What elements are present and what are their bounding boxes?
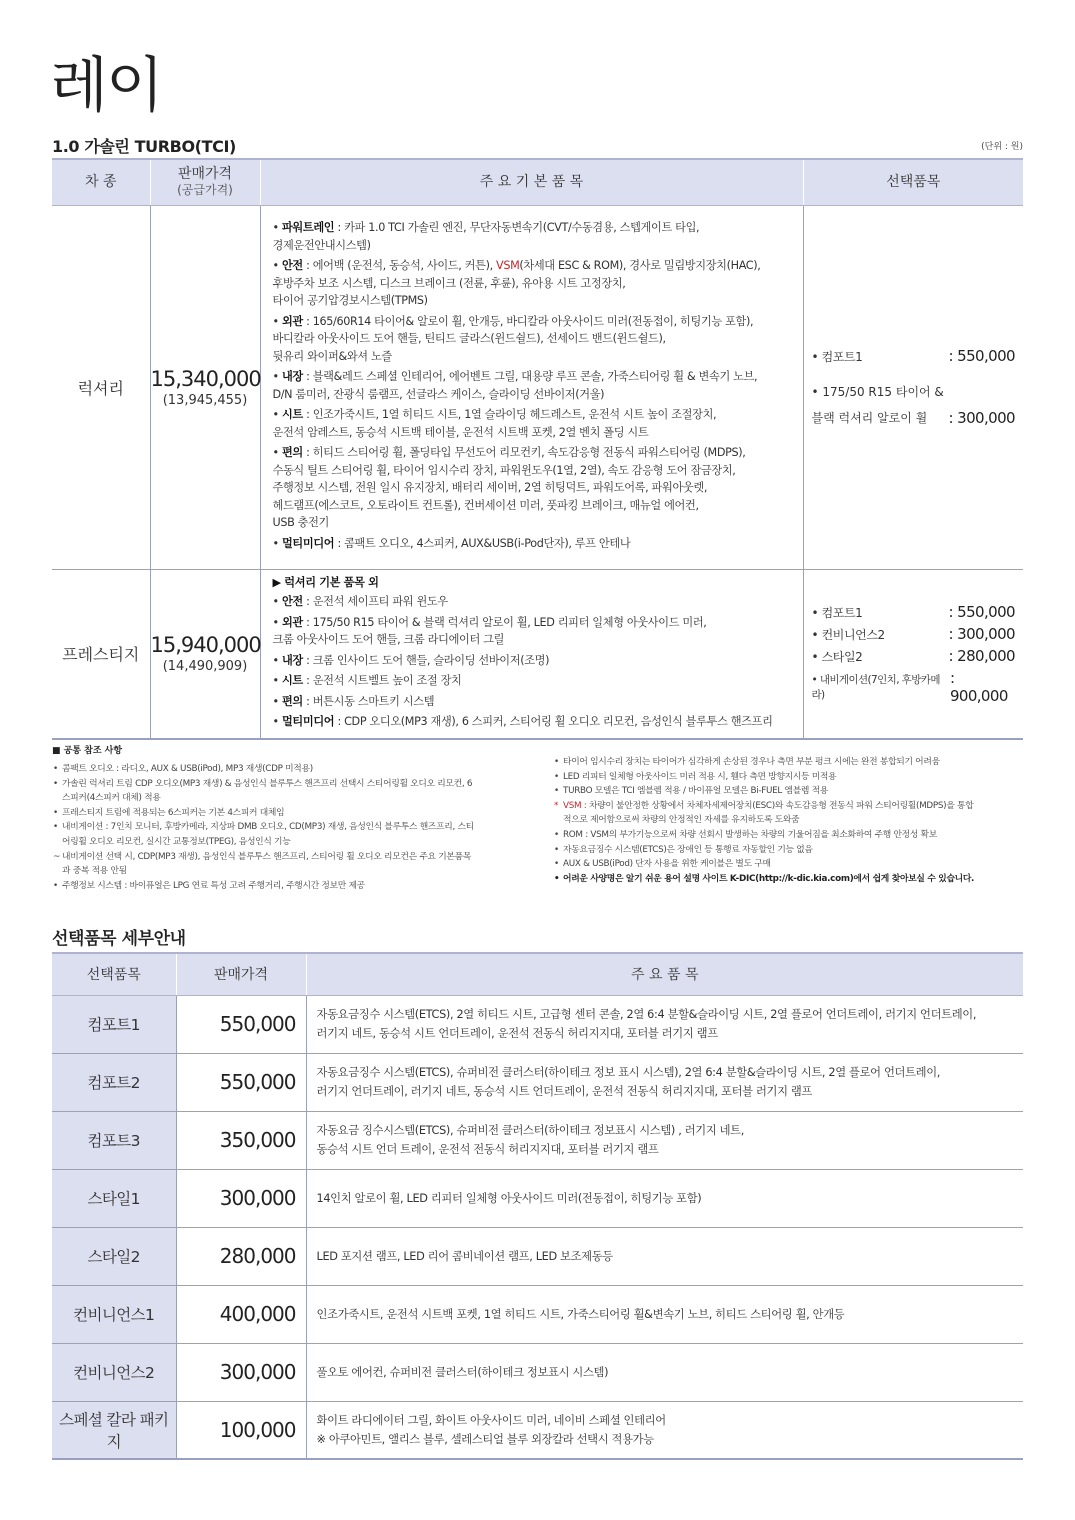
option-name: 컴포트2 bbox=[52, 1053, 176, 1111]
feature-label: 시트 bbox=[281, 674, 303, 688]
page-title: 레이 bbox=[50, 51, 162, 121]
feature-label: 편의 bbox=[281, 446, 303, 459]
option-section-title: 선택품목 세부안내 bbox=[52, 929, 186, 949]
option-items: 14인치 알로이 휠, LED 리피터 일체형 아웃사이드 미러(전동접이, 히팅기능 포함) bbox=[306, 1169, 1023, 1227]
option-price: 280,000 bbox=[176, 1227, 306, 1285]
feature-list bbox=[260, 569, 803, 739]
feature-label: 편의 bbox=[281, 694, 303, 708]
trim-row-luxury bbox=[52, 205, 1023, 569]
feature-label: 외관 bbox=[281, 314, 303, 328]
feature-text: : 크롬 인사이드 도어 핸들, 슬라이딩 선바이저(조명) bbox=[302, 653, 550, 667]
option-name: • 컨비니언스2 bbox=[811, 627, 885, 642]
feature-item: • 안전 : 운전석 세이프티 파워 윈도우 bbox=[272, 595, 448, 609]
note-item bbox=[52, 777, 532, 806]
header-price bbox=[150, 159, 260, 205]
note-item bbox=[52, 879, 532, 894]
feature-text: : 에어백 (운전석, 동승석, 사이드, 커튼), bbox=[302, 259, 497, 272]
option-price: : 550,000 bbox=[948, 602, 1015, 621]
option-list bbox=[803, 569, 1023, 739]
option-items: 자동요금징수 시스템(ETCS), 슈퍼비전 클러스터(하이테크 정보 표시 시스템), 2열 6:4 분할&슬라이딩 시트, 2열 플로어 언더트레이, 러기지 언더트레이, 러기지 네트, 동승석 시트 언더트레이, 운전석 전동식 허리지지대, 포터블 러기지 램프 bbox=[306, 1053, 1023, 1111]
feature-item: • 외관 : 175/50 R15 타이어 & 블랙 럭셔리 알로이 휠, LED 리피터 일체형 아웃사이드 미러, 크롬 아웃사이드 도어 핸들, 크롬 라디에이터 그릴 bbox=[272, 615, 707, 647]
option-name: • 스타일2 bbox=[811, 649, 863, 664]
note-text: 내비게이션 선택 시, CDP(MP3 재생), 음성인식 블루투스 핸즈프리, 스티어링 휠 오디오 리모컨은 주요 기본품목 과 중복 적용 안됨 bbox=[62, 851, 472, 877]
feature-head: ▶ 럭셔리 기본 품목 외 bbox=[272, 575, 379, 589]
option-item bbox=[812, 603, 1016, 621]
option-name: 스타일2 bbox=[52, 1227, 176, 1285]
option-row bbox=[52, 1401, 1023, 1459]
header-price-label: 판매가격 bbox=[177, 166, 233, 183]
option-price: : 280,000 bbox=[948, 646, 1015, 665]
feature-item: • 멀티미디어 : 콤팩트 오디오, 4스피커, AUX&USB(i-Pod단자), 루프 안테나 bbox=[272, 536, 631, 550]
note-item bbox=[553, 799, 1028, 828]
trim-price: 15,940,000 bbox=[150, 633, 261, 658]
feature-label: 내장 bbox=[281, 370, 303, 383]
trim-supply-price: (13,945,455) bbox=[162, 392, 248, 408]
option-items: 인조가죽시트, 운전석 시트백 포켓, 1열 히티드 시트, 가죽스티어링 휠&변속기 노브, 히티드 스티어링 휠, 안개등 bbox=[306, 1285, 1023, 1343]
trim-price: 15,340,000 bbox=[150, 366, 261, 391]
feature-item: • 멀티미디어 : CDP 오디오(MP3 재생), 6 스피커, 스티어링 휠 오디오 리모컨, 음성인식 블루투스 핸즈프리 bbox=[272, 715, 773, 729]
option-detail-table bbox=[52, 952, 1023, 1460]
feature-item: • 내장 : 크롬 인사이드 도어 핸들, 슬라이딩 선바이저(조명) bbox=[272, 653, 550, 667]
feature-item: • 외관 : 165/60R14 타이어& 알로이 휠, 안개등, 바디칼라 아웃사이드 미러(전동접이, 히팅기능 포함), 바디칼라 아웃사이드 도어 핸들, 틴티드 글라스(윈드쉴드), 선세이드 밴드(윈드쉴드), 뒷유리 와이퍼&와셔 노즐 bbox=[272, 314, 754, 363]
option-item bbox=[812, 669, 1016, 705]
option-name: • 컴포트1 bbox=[811, 605, 863, 620]
option-name: 컴포트1 bbox=[52, 995, 176, 1053]
feature-item: • 편의 : 버튼시동 스마트키 시스템 bbox=[272, 694, 435, 708]
option-name: 스타일1 bbox=[52, 1169, 176, 1227]
note-text: 프레스티지 트림에 적용되는 6스피커는 기본 4스피커 대체임 bbox=[62, 807, 285, 818]
feature-label: 외관 bbox=[281, 615, 303, 629]
feature-text: : CDP 오디오(MP3 재생), 6 스피커, 스티어링 휠 오디오 리모컨, 음성인식 블루투스 핸즈프리 bbox=[334, 715, 773, 729]
option-price: 550,000 bbox=[176, 1053, 306, 1111]
option-item bbox=[812, 347, 1016, 365]
option-row bbox=[52, 1285, 1023, 1343]
feature-text: : 콤팩트 오디오, 4스피커, AUX&USB(i-Pod단자), 루프 안테나 bbox=[334, 536, 631, 550]
feature-text: : 블랙&레드 스페셜 인테리어, 에어벤트 그릴, 대용량 루프 콘솔, 가죽스티어링 휠 & 변속기 노브, D/N 룸미러, 잔광식 룸램프, 선글라스 케이스, 슬라이딩 선바이저(거울) bbox=[272, 370, 758, 401]
price-table-header bbox=[52, 159, 1023, 205]
trim-price-cell bbox=[150, 205, 260, 569]
feature-text: : 카파 1.0 TCI 가솔린 엔진, 무단자동변속기(CVT/수동겸용, 스텝게이트 타입, 경제운전안내시스템) bbox=[272, 221, 700, 252]
feature-text: : 165/60R14 타이어& 알로이 휠, 안개등, 바디칼라 아웃사이드 미러(전동접이, 히팅기능 포함), 바디칼라 아웃사이드 도어 핸들, 틴티드 글라스(윈드쉴드), 선세이드 밴드(윈드쉴드), 뒷유리 와이퍼&와셔 노즐 bbox=[272, 314, 754, 363]
note-text: TURBO 모델은 TCI 엠블렘 적용 / 바이퓨얼 모델은 Bi-FUEL 엠블렘 적용 bbox=[563, 786, 829, 797]
option-name: • 175/50 R15 타이어 & 블랙 럭셔리 알로이 휠 bbox=[811, 385, 944, 425]
feature-label: 멀티미디어 bbox=[281, 536, 335, 550]
note-item bbox=[553, 828, 1028, 843]
note-item bbox=[52, 820, 532, 849]
trim-name: 프레스티지 bbox=[52, 569, 150, 739]
option-items: 화이트 라디에이터 그릴, 화이트 아웃사이드 미러, 네이비 스페셜 인테리어 ※ 아쿠아민트, 앨리스 블루, 셀레스티얼 블루 외장칼라 선택시 적용가능 bbox=[306, 1401, 1023, 1459]
vsm-label: VSM : bbox=[563, 800, 589, 811]
option-name: • 내비게이션(7인치, 후방카메라) bbox=[811, 673, 940, 701]
note-item bbox=[553, 770, 1028, 785]
option-name: 컨비니언스1 bbox=[52, 1285, 176, 1343]
feature-item: • 안전 : 에어백 (운전석, 동승석, 사이드, 커튼), VSM(차세대 ESC & ROM), 경사로 밀림방지장치(HAC), 후방주차 보조 시스템, 디스크 브레이크 (전륜, 후륜), 유아용 시트 고정장치, 타이어 공기압경보시스템(TPMS) bbox=[272, 259, 761, 307]
note-item bbox=[553, 755, 1028, 770]
note-item bbox=[553, 872, 1028, 887]
feature-label: 멀티미디어 bbox=[281, 715, 335, 729]
header-options: 선택품목 bbox=[803, 159, 1023, 205]
feature-label: 안전 bbox=[281, 259, 303, 272]
note-item bbox=[52, 762, 532, 777]
note-text: 내비게이션 : 7인치 모니터, 후방카메라, 지상파 DMB 오디오, CD(MP3) 재생, 음성인식 블루투스 핸즈프리, 스티 어링휠 오디오 리모컨, 실시간 교통정보(TPEG), 음성인식 기능 bbox=[62, 822, 474, 847]
feature-text: : 인조가죽시트, 1열 히티드 시트, 1열 슬라이딩 헤드레스트, 운전석 시트 높이 조절장치, 운전석 암레스트, 동승석 시트백 테이블, 운전석 시트백 포켓, 2열 벤치 폴딩 시트 bbox=[272, 408, 717, 439]
option-price: : 300,000 bbox=[948, 624, 1015, 643]
feature-label: 내장 bbox=[281, 653, 303, 667]
note-text: 가솔린 럭셔리 트림 CDP 오디오(MP3 재생) & 음성인식 블루투스 핸즈프리 선택시 스티어링휠 오디오 리모컨, 6 스피커(4스피커 대체) 적용 bbox=[62, 778, 473, 804]
feature-text: : 히티드 스티어링 휠, 폴딩타입 무선도어 리모컨키, 속도감응형 전동식 파워스티어링 (MDPS), 수동식 틸트 스티어링 휠, 타이어 임시수리 장치, 파워윈도우(1열, 2열), 속도 감응형 도어 잠금장치, 주행정보 시스템, 전원 일시 유지장치, 배터리 세이버, 2열 히팅덕트, 파워도어록, 파워아웃렛, 헤드램프(에스코트, 오토라이트 컨트롤), 컨버세이션 미러, 풋파킹 브레이크, 매뉴얼 에어컨, USB 충전기 bbox=[272, 446, 746, 529]
header-option-price: 판매가격 bbox=[176, 953, 306, 995]
feature-text: : 운전석 세이프티 파워 윈도우 bbox=[302, 595, 448, 609]
option-name: • 컴포트1 bbox=[811, 350, 863, 364]
feature-item: • 파워트레인 : 카파 1.0 TCI 가솔린 엔진, 무단자동변속기(CVT/수동겸용, 스텝게이트 타입, 경제운전안내시스템) bbox=[272, 221, 700, 252]
option-row bbox=[52, 1227, 1023, 1285]
option-row bbox=[52, 1111, 1023, 1169]
note-text: 타이어 임시수리 장치는 타이어가 심각하게 손상된 경우나 측면 부분 펑크 시에는 완전 봉합되기 어려움 bbox=[563, 757, 940, 767]
feature-item: • 시트 : 운전석 시트벨트 높이 조절 장치 bbox=[272, 674, 462, 688]
unit-label: (단위 : 원) bbox=[981, 142, 1023, 152]
option-list bbox=[803, 205, 1023, 569]
notes-left bbox=[52, 762, 532, 893]
header-features: 주 요 기 본 품 목 bbox=[260, 159, 803, 205]
note-item bbox=[553, 843, 1028, 858]
note-text: 차량이 불안정한 상황에서 차체자세제어장치(ESC)와 속도감응형 전동식 파워 스티어링휠(MDPS)을 통합 적으로 제어함으로써 차량의 안정적인 자세를 유지하도록 도와줌 bbox=[563, 800, 974, 826]
option-price: 400,000 bbox=[176, 1285, 306, 1343]
feature-label: 파워트레인 bbox=[281, 221, 335, 234]
option-price: 350,000 bbox=[176, 1111, 306, 1169]
option-items: 자동요금 징수시스템(ETCS), 슈퍼비전 클러스터(하이테크 정보표시 시스템) , 러기지 네트, 동승석 시트 언더 트레이, 운전석 전동식 허리지지대, 포터블 러기지 램프 bbox=[306, 1111, 1023, 1169]
note-text: LED 리피터 일체형 아웃사이드 미러 적용 시, 휀다 측면 방향지시등 미적용 bbox=[563, 771, 837, 782]
feature-label: 시트 bbox=[281, 408, 303, 421]
trim-row-prestige bbox=[52, 569, 1023, 739]
option-items: 자동요금징수 시스템(ETCS), 2열 히티드 시트, 고급형 센터 콘솔, 2열 6:4 분할&슬라이딩 시트, 2열 플로어 언더트레이, 러기지 언더트레이, 러기지 네트, 동승석 시트 언더트레이, 운전석 전동식 허리지지대, 포터블 러기지 램프 bbox=[306, 995, 1023, 1053]
option-item bbox=[812, 625, 1016, 643]
option-name: 컴포트3 bbox=[52, 1111, 176, 1169]
vsm-highlight: VSM bbox=[496, 259, 520, 272]
option-item bbox=[812, 647, 1016, 665]
header-trim: 차 종 bbox=[52, 159, 150, 205]
notes-right bbox=[553, 755, 1028, 886]
header-option-name: 선택품목 bbox=[52, 953, 176, 995]
note-text: 자동요금징수 시스템(ETCS)은 장애인 등 통행료 자동할인 기능 없음 bbox=[563, 844, 813, 855]
option-name: 스페셜 칼라 패키지 bbox=[52, 1401, 176, 1459]
option-price: 300,000 bbox=[176, 1169, 306, 1227]
trim-price-cell bbox=[150, 569, 260, 739]
option-row bbox=[52, 1169, 1023, 1227]
note-item bbox=[553, 857, 1028, 872]
trim-name: 럭셔리 bbox=[52, 205, 150, 569]
note-item bbox=[553, 784, 1028, 799]
note-item bbox=[52, 806, 532, 821]
feature-item: • 시트 : 인조가죽시트, 1열 히티드 시트, 1열 슬라이딩 헤드레스트, 운전석 시트 높이 조절장치, 운전석 암레스트, 동승석 시트백 테이블, 운전석 시트백 포켓, 2열 벤치 폴딩 시트 bbox=[272, 408, 717, 439]
option-row bbox=[52, 995, 1023, 1053]
notes-title: ■ 공통 참조 사항 bbox=[52, 746, 123, 756]
feature-item: • 편의 : 히티드 스티어링 휠, 폴딩타입 무선도어 리모컨키, 속도감응형 전동식 파워스티어링 (MDPS), 수동식 틸트 스티어링 휠, 타이어 임시수리 장치, 파워윈도우(1열, 2열), 속도 감응형 도어 잠금장치, 주행정보 시스템, 전원 일시 유지장치, 배터리 세이버, 2열 히팅덕트, 파워도어록, 파워아웃렛, 헤드램프(에스코트, 오토라이트 컨트롤), 컨버세이션 미러, 풋파킹 브레이크, 매뉴얼 에어컨, USB 충전기 bbox=[272, 446, 746, 529]
option-items: 풀오토 에어컨, 슈퍼비전 클러스터(하이테크 정보표시 시스템) bbox=[306, 1343, 1023, 1401]
note-text: 어려운 사양명은 알기 쉬운 용어 설명 사이트 K-DIC(http://k-dic.kia.com)에서 쉽게 찾아보실 수 있습니다. bbox=[563, 873, 975, 884]
feature-text: : 175/50 R15 타이어 & 블랙 럭셔리 알로이 휠, LED 리피터 일체형 아웃사이드 미러, 크롬 아웃사이드 도어 핸들, 크롬 라디에이터 그릴 bbox=[272, 615, 707, 647]
note-item bbox=[52, 850, 532, 879]
feature-label: 안전 bbox=[281, 595, 303, 609]
option-name: 컨비니언스2 bbox=[52, 1343, 176, 1401]
price-table bbox=[52, 158, 1023, 740]
trim-supply-price: (14,490,909) bbox=[162, 659, 248, 675]
option-price: 100,000 bbox=[176, 1401, 306, 1459]
note-text: 콤팩트 오디오 : 라디오, AUX & USB(iPod), MP3 재생(CDP 미적용) bbox=[62, 764, 313, 774]
option-price: 300,000 bbox=[176, 1343, 306, 1401]
section-title-turbo: 1.0 가솔린 TURBO(TCI) bbox=[52, 137, 236, 156]
header-option-items: 주 요 품 목 bbox=[306, 953, 1023, 995]
feature-list bbox=[260, 205, 803, 569]
option-price: : 300,000 bbox=[948, 409, 1015, 427]
feature-text: : 버튼시동 스마트키 시스템 bbox=[302, 694, 435, 708]
option-row bbox=[52, 1053, 1023, 1111]
option-price: : 900,000 bbox=[949, 668, 1008, 705]
feature-text: : 운전석 시트벨트 높이 조절 장치 bbox=[302, 674, 462, 688]
feature-text: (차세대 ESC & ROM), 경사로 밀림방지장치(HAC), 후방주차 보조 시스템, 디스크 브레이크 (전륜, 후륜), 유아용 시트 고정장치, 타이어 공기압경보시스템(TPMS) bbox=[272, 259, 761, 307]
option-row bbox=[52, 1343, 1023, 1401]
option-price: 550,000 bbox=[176, 995, 306, 1053]
feature-item: • 내장 : 블랙&레드 스페셜 인테리어, 에어벤트 그릴, 대용량 루프 콘솔, 가죽스티어링 휠 & 변속기 노브, D/N 룸미러, 잔광식 룸램프, 선글라스 케이스, 슬라이딩 선바이저(거울) bbox=[272, 370, 758, 401]
option-table-header bbox=[52, 953, 1023, 995]
header-price-sub: (공급가격) bbox=[177, 183, 233, 198]
option-item bbox=[812, 379, 1016, 431]
note-text: AUX & USB(iPod) 단자 사용을 위한 케이블은 별도 구매 bbox=[563, 859, 771, 870]
option-items: LED 포지션 램프, LED 리어 콤비네이션 램프, LED 보조제동등 bbox=[306, 1227, 1023, 1285]
option-price: : 550,000 bbox=[948, 347, 1015, 365]
note-text: ROM : VSM의 부가기능으로써 차량 선회시 발생하는 차량의 기울어짐을 최소화하여 주행 안정성 확보 bbox=[563, 829, 937, 840]
note-text: 주행정보 시스템 : 바이퓨얼은 LPG 연료 특성 고려 주행거리, 주행시간 정보만 제공 bbox=[62, 880, 365, 891]
